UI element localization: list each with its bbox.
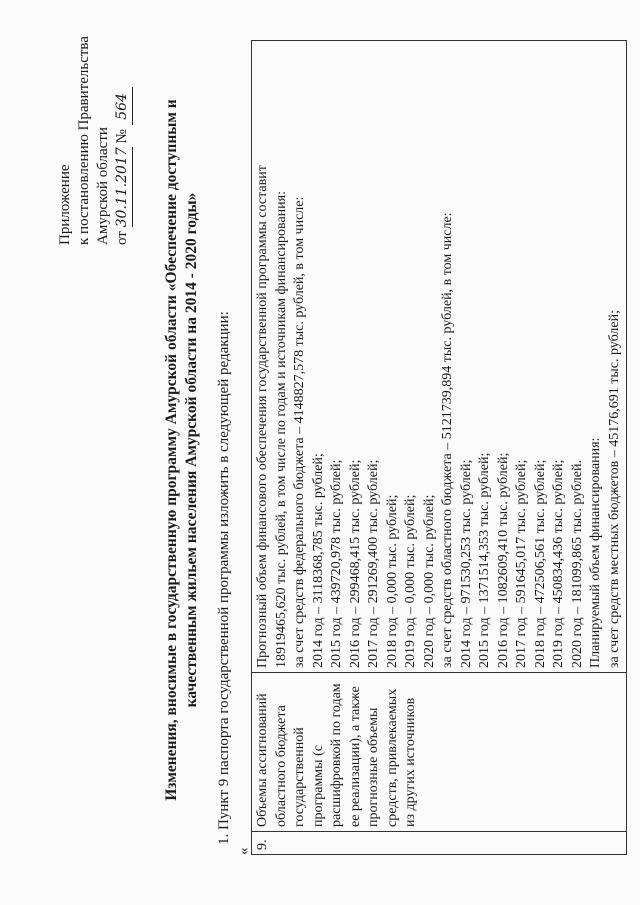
content-line: 2020 год – 0,000 тыс. рублей; bbox=[421, 494, 437, 668]
label-line: областного бюджета bbox=[273, 705, 289, 827]
intro-paragraph: 1. Пункт 9 паспорта государственной программы изложить в следующей редакции: bbox=[216, 311, 232, 845]
content-line: 2014 год – 971530,253 тыс. рублей; bbox=[458, 459, 474, 668]
appendix-line-3: Амурской области bbox=[95, 127, 111, 245]
content-line: 2019 год – 0,000 тыс. рублей; bbox=[403, 494, 418, 668]
row-number: 9. bbox=[252, 832, 627, 855]
content-line: 2016 год – 1082609,410 тыс. рублей; bbox=[495, 452, 511, 668]
content-line: за счет средств федерального бюджета – 4148827,578 тыс. рублей, в том числе: bbox=[292, 196, 307, 668]
document-title: Изменения, вносимые в государственную программу Амурской области «Обеспечение доступным и качественным жильем населения Амурской области на 2014 - 2020 годы» bbox=[163, 99, 200, 801]
label-line: расшифровкой по годам bbox=[329, 683, 344, 827]
content-line: за счет средств местных бюджетов – 45176,691 тыс. рублей; bbox=[606, 310, 622, 668]
label-line: из других источников bbox=[403, 697, 418, 827]
content-line: 2017 год – 291269,400 тыс. рублей; bbox=[366, 459, 381, 668]
label-line: Объемы ассигнований bbox=[255, 693, 270, 827]
content-line: 2020 год – 181099,865 тыс. рублей. bbox=[569, 460, 585, 668]
label-line: прогнозные объемы bbox=[366, 707, 381, 827]
appendix-date-line bbox=[113, 15, 133, 245]
content-line: 2015 год – 439720,978 тыс. рублей; bbox=[329, 459, 344, 668]
content-line: 2015 год – 1371514,353 тыс. рублей; bbox=[477, 452, 492, 668]
date-prefix: от bbox=[114, 231, 130, 245]
content-line: 2016 год – 299468,415 тыс. рублей; bbox=[347, 459, 363, 668]
row-content-cell bbox=[252, 41, 627, 673]
label-line: программы (с bbox=[310, 745, 326, 827]
table-row bbox=[252, 41, 627, 855]
content-line: 2017 год – 591645,017 тыс. рублей; bbox=[514, 459, 529, 668]
appendix-line-1: Приложение bbox=[57, 164, 73, 245]
appendix-block bbox=[56, 15, 133, 245]
open-quote: « bbox=[236, 847, 252, 855]
number-prefix: № bbox=[114, 129, 130, 144]
passport-table bbox=[251, 40, 627, 855]
content-line: 2019 год – 450834,436 тыс. рублей; bbox=[551, 459, 566, 668]
content-line: 2018 год – 472506,561 тыс. рублей; bbox=[532, 459, 548, 668]
content-line: Прогнозный объем финансового обеспечения государственной программы составит bbox=[255, 165, 270, 668]
content-line: за счет средств областного бюджета – 5121739,894 тыс. рублей, в том числе: bbox=[440, 212, 455, 668]
appendix-line-2: к постановлению Правительства bbox=[76, 36, 92, 245]
label-line: ее реализации), а также bbox=[347, 686, 363, 827]
label-line: государственной bbox=[292, 727, 307, 827]
row-label-cell bbox=[252, 673, 627, 832]
content-line: 18919465,620 тыс. рублей, в том числе по годам и источникам финансирования: bbox=[273, 191, 289, 668]
handwritten-number: 564 bbox=[113, 87, 133, 125]
content-line: Планируемый объем финансирования: bbox=[588, 437, 603, 668]
content-line: 2014 год – 3118368,785 тыс. рублей; bbox=[310, 453, 326, 668]
label-line: средств, привлекаемых bbox=[384, 688, 400, 827]
content-line: 2018 год – 0,000 тыс. рублей; bbox=[384, 494, 400, 668]
handwritten-date: 30.11.2017 bbox=[113, 147, 133, 227]
